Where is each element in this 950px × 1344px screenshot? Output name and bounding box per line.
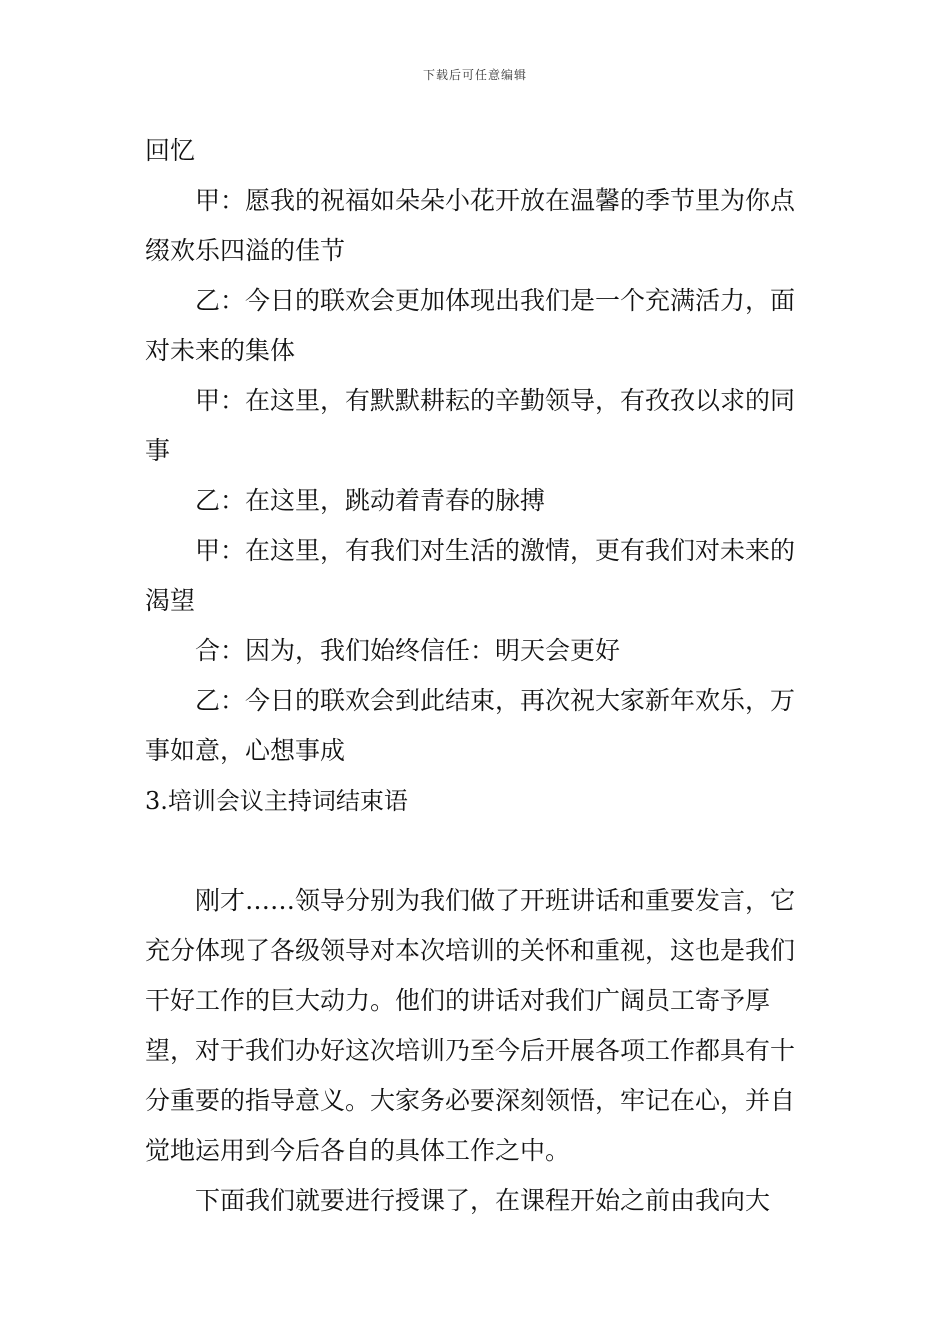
paragraph-continuation: 回忆 xyxy=(145,136,196,165)
paragraph-dialogue-2: 乙：今日的联欢会更加体现出我们是一个充满活力，面对未来的集体 xyxy=(145,286,796,365)
paragraph-body-2: 下面我们就要进行授课了，在课程开始之前由我向大 xyxy=(195,1186,771,1215)
paragraph-dialogue-5: 甲：在这里，有我们对生活的激情，更有我们对未来的渴望 xyxy=(145,536,796,615)
paragraph-dialogue-6: 合：因为，我们始终信任：明天会更好 xyxy=(195,636,621,665)
paragraph-dialogue-7: 乙：今日的联欢会到此结束，再次祝大家新年欢乐，万事如意，心想事成 xyxy=(145,686,796,765)
paragraph-dialogue-4: 乙：在这里，跳动着青春的脉搏 xyxy=(195,486,546,515)
paragraph-dialogue-1: 甲：愿我的祝福如朵朵小花开放在温馨的季节里为你点缀欢乐四溢的佳节 xyxy=(145,186,796,265)
blank-line xyxy=(145,826,809,876)
document-body xyxy=(145,126,809,1226)
page-header-note: 下载后可任意编辑 xyxy=(422,68,527,82)
section-heading: 3.培训会议主持词结束语 xyxy=(145,787,408,815)
paragraph-dialogue-3: 甲：在这里，有默默耕耘的辛勤领导，有孜孜以求的同事 xyxy=(145,386,796,465)
paragraph-body-1: 刚才……领导分别为我们做了开班讲话和重要发言，它充分体现了各级领导对本次培训的关怀和重视，这也是我们干好工作的巨大动力。他们的讲话对我们广阔员工寄予厚望，对于我们办好这次培训乃至今后开展各项工作都具有十分重要的指导意义。大家务必要深刻领悟，牢记在心，并自觉地运用到今后各自的具体工作之中。 xyxy=(145,886,796,1165)
